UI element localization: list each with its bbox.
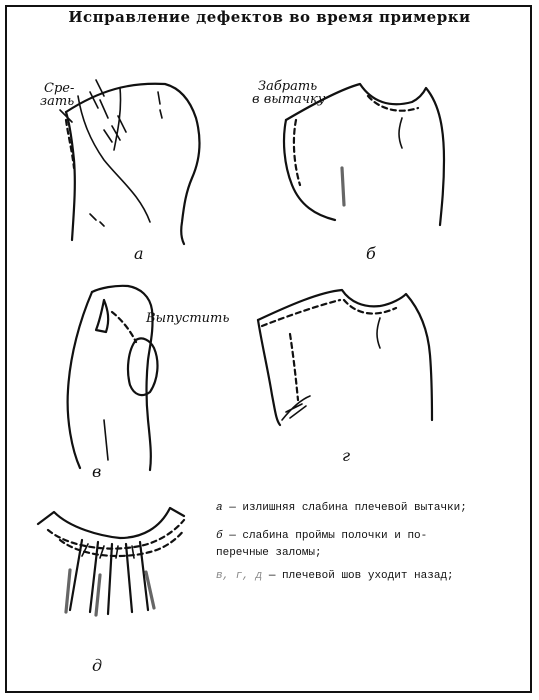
figure-b-label-line2: в вытачку [252, 92, 326, 107]
legend-item-b [216, 528, 506, 562]
figure-d-caption: д [92, 656, 103, 675]
figure-v-label: Выпустить [146, 311, 230, 326]
figure-a-caption: а [134, 244, 144, 263]
legend-text: — плечевой шов уходит назад; [268, 570, 454, 582]
figure-b-label-line1: Забрать [258, 79, 318, 94]
figure-v-drawing [68, 286, 158, 470]
figure-v-caption: в [92, 462, 102, 481]
legend-text: — слабина проймы полочки и по- [229, 530, 428, 542]
figure-a-label-line1: Сре- [44, 81, 75, 96]
figure-a-drawing [60, 80, 199, 244]
figure-d-drawing [38, 508, 184, 615]
legend-text: — излишняя слабина плечевой вытачки; [229, 502, 467, 514]
figure-g-drawing [258, 290, 432, 425]
legend-text-cont: перечные заломы; [216, 547, 322, 559]
figure-b-caption: б [366, 244, 376, 263]
legend-key: а [216, 502, 223, 514]
legend-key: б [216, 530, 223, 542]
figure-a-label-line2: зать [40, 94, 75, 109]
legend-item-vgd [216, 568, 506, 585]
page-title: Исправление дефектов во время примерки [68, 8, 471, 26]
legend-key: в, г, д [216, 570, 263, 582]
figure-g-caption: г [342, 446, 351, 465]
legend-item-a [216, 500, 506, 517]
